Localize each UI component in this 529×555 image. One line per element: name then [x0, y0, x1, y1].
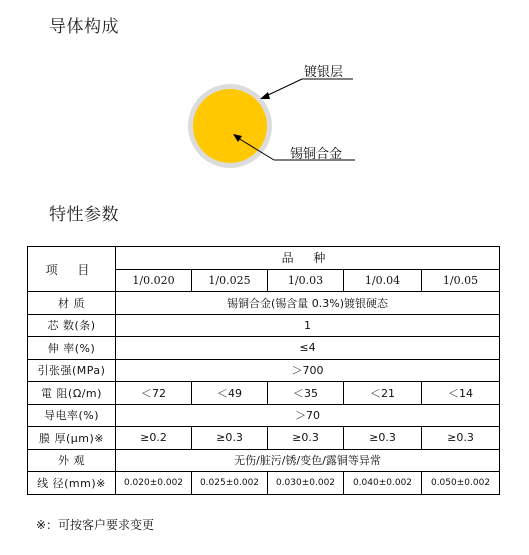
row-value-cell: ≥0.3 [344, 427, 422, 450]
row-value-merged: 无伤/脏污/锈/变色/露铜等异常 [116, 449, 500, 472]
arrowhead-outer [260, 92, 270, 99]
table-row-tensile-strength [28, 359, 500, 382]
row-value-merged: 1 [116, 314, 500, 337]
row-label: 電 阻(Ω/m) [28, 382, 116, 405]
row-label: 伸 率(%) [28, 337, 116, 360]
row-value-merged: ＞700 [116, 359, 500, 382]
size-header-cell: 1/0.04 [344, 269, 422, 292]
table-row-conductivity [28, 404, 500, 427]
table-row-film-thickness [28, 427, 500, 450]
row-value-merged: 锡铜合金(锡含量 0.3%)镀银硬态 [116, 292, 500, 315]
table-row-material [28, 292, 500, 315]
row-label: 外 观 [28, 449, 116, 472]
section-title-characteristics: 特性参数 [49, 205, 119, 225]
row-value-cell: 0.050±0.002 [422, 472, 500, 495]
table-header-row [28, 247, 500, 270]
row-value-cell: 0.040±0.002 [344, 472, 422, 495]
size-header-cell: 1/0.025 [192, 269, 268, 292]
row-value-cell: ≥0.3 [192, 427, 268, 450]
tin-copper-alloy-core [193, 89, 267, 163]
row-value-cell: 0.020±0.002 [116, 472, 192, 495]
table-row-appearance [28, 449, 500, 472]
callout-silver-plating: 镀银层 [304, 65, 344, 80]
variety-header: 品 种 [116, 247, 500, 270]
row-label: 引张强(MPa) [28, 359, 116, 382]
row-value-merged: ＞70 [116, 404, 500, 427]
row-value-cell: ≥0.2 [116, 427, 192, 450]
size-header-cell: 1/0.03 [268, 269, 344, 292]
row-value-cell: 0.025±0.002 [192, 472, 268, 495]
item-header: 项 目 [28, 247, 116, 292]
footnote: ※：可按客户要求变更 [36, 518, 155, 532]
row-value-cell: ≥0.3 [268, 427, 344, 450]
callout-tin-copper-alloy: 锡铜合金 [290, 147, 343, 162]
row-label: 芯 数(条) [28, 314, 116, 337]
row-value-cell: ＜35 [268, 382, 344, 405]
table-row-wire-diameter [28, 472, 500, 495]
table-row-elongation [28, 337, 500, 360]
conductor-cross-section-diagram [0, 50, 529, 190]
section-title-conductor-structure: 导体构成 [49, 17, 119, 37]
row-value-cell: 0.030±0.002 [268, 472, 344, 495]
leader-line-outer-diagonal [266, 79, 302, 96]
row-value-cell: ＜21 [344, 382, 422, 405]
spec-table [27, 246, 500, 495]
size-header-cell: 1/0.020 [116, 269, 192, 292]
row-value-cell: ＜49 [192, 382, 268, 405]
table-row-core-count [28, 314, 500, 337]
row-value-cell: ＜72 [116, 382, 192, 405]
table-row-resistance [28, 382, 500, 405]
row-label: 线 径(mm)※ [28, 472, 116, 495]
row-label: 导电率(%) [28, 404, 116, 427]
row-value-cell: ≥0.3 [422, 427, 500, 450]
row-label: 材 质 [28, 292, 116, 315]
row-value-merged: ≤4 [116, 337, 500, 360]
size-header-cell: 1/0.05 [422, 269, 500, 292]
row-value-cell: ＜14 [422, 382, 500, 405]
row-label: 膜 厚(μm)※ [28, 427, 116, 450]
